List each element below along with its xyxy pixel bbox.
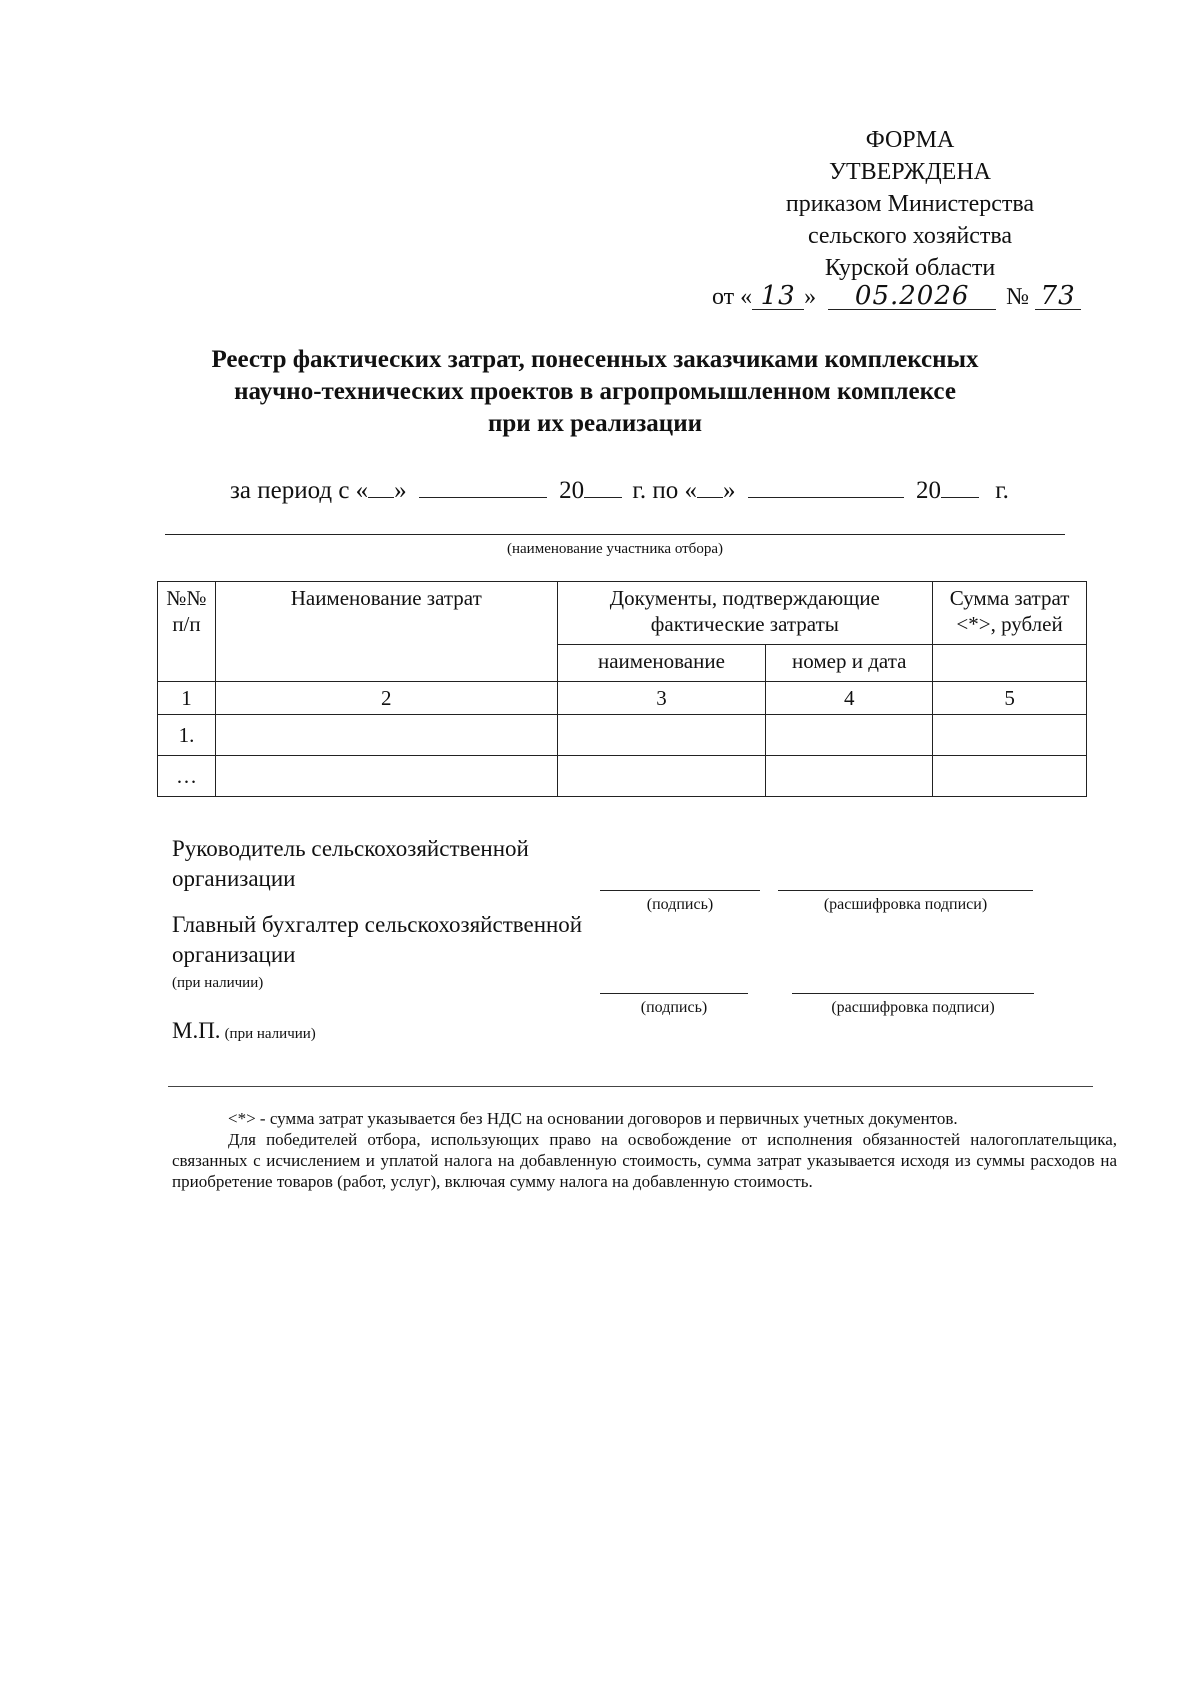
row-doc-name-cell[interactable] — [557, 715, 766, 756]
stamp-note: (при наличии) — [224, 1026, 316, 1042]
approval-date-line — [712, 283, 1081, 311]
period-to-label: г. по « — [632, 477, 697, 504]
column-number-cell: 1 — [158, 682, 216, 715]
approval-month-year: 05.2026 — [828, 283, 996, 310]
approval-block — [700, 124, 1120, 284]
date-prefix: от « — [712, 284, 753, 310]
document-title — [140, 344, 1050, 440]
accountant-sign-caption: (подпись) — [640, 999, 708, 1016]
period-to-day-blank[interactable] — [697, 475, 723, 498]
period-from-day-blank[interactable] — [368, 475, 394, 498]
approval-order-line: приказом Министерства — [785, 191, 1035, 217]
table-header-row — [158, 582, 1087, 645]
accountant-label-line-2: организации — [172, 942, 296, 967]
accountant-signature-decode-line[interactable] — [792, 993, 1034, 994]
approval-region-line: Курской области — [824, 255, 996, 281]
head-signature-decode-line[interactable] — [778, 890, 1033, 891]
table-row — [158, 715, 1087, 756]
period-from-year-blank[interactable] — [584, 475, 622, 498]
header-documents: Документы, подтверждающие фактические затраты — [557, 582, 933, 645]
approval-approved-label: УТВЕРЖДЕНА — [828, 159, 992, 185]
approval-number: 73 — [1035, 283, 1081, 310]
participant-caption: (наименование участника отбора) — [507, 541, 723, 557]
approval-day: 13 — [752, 283, 804, 310]
head-label-line-1: Руководитель сельскохозяйственной — [172, 836, 529, 861]
table-row — [158, 756, 1087, 797]
header-doc-number-date: номер и дата — [766, 645, 933, 682]
header-doc-name: наименование — [557, 645, 766, 682]
header-number: №№ п/п — [158, 582, 216, 682]
row-sum-cell[interactable] — [933, 715, 1087, 756]
period-line — [230, 474, 1009, 508]
row-cost-name-cell[interactable] — [215, 756, 557, 797]
period-from-century: 20 — [559, 477, 585, 504]
footnote-paragraph-1: <*> - сумма затрат указывается без НДС на основании договоров и первичных учетных документов. — [228, 1109, 958, 1128]
footnote — [172, 1108, 1117, 1192]
row-doc-number-cell[interactable] — [766, 756, 933, 797]
head-signature-label — [172, 834, 529, 894]
header-cost-name: Наименование затрат — [215, 582, 557, 682]
approval-ministry-line: сельского хозяйства — [807, 223, 1013, 249]
number-label: № — [1006, 284, 1030, 310]
head-decode-caption: (расшифровка подписи) — [823, 896, 988, 913]
accountant-decode-caption: (расшифровка подписи) — [831, 999, 995, 1016]
head-sign-caption: (подпись) — [646, 896, 714, 913]
accountant-label-line-1: Главный бухгалтер сельскохозяйственной — [172, 912, 583, 937]
date-mid: » — [804, 284, 817, 310]
row-cost-name-cell[interactable] — [215, 715, 557, 756]
stamp-label: М.П. — [172, 1018, 221, 1043]
period-from-label: за период с « — [230, 477, 369, 504]
register-table — [157, 581, 1087, 797]
row-doc-number-cell[interactable] — [766, 715, 933, 756]
period-to-month-blank[interactable] — [748, 475, 904, 498]
header-sum-sub — [933, 645, 1087, 682]
header-sum: Сумма затрат <*>, рублей — [933, 582, 1087, 645]
column-number-cell: 4 — [766, 682, 933, 715]
approval-form-label: ФОРМА — [865, 127, 955, 153]
period-year-suffix: г. — [995, 477, 1009, 504]
participant-name-line[interactable] — [165, 534, 1065, 535]
period-to-year-blank[interactable] — [941, 475, 979, 498]
accountant-signature-label — [172, 910, 582, 970]
table-column-numbers-row — [158, 682, 1087, 715]
accountant-signature-line[interactable] — [600, 993, 748, 994]
accountant-note: (при наличии) — [172, 975, 264, 991]
period-to-century: 20 — [916, 477, 941, 504]
title-line-1: Реестр фактических затрат, понесенных заказчиками комплексных — [211, 346, 979, 373]
row-number: … — [158, 756, 216, 797]
period-quote-close-2: » — [723, 477, 736, 504]
row-number: 1. — [158, 715, 216, 756]
period-quote-close-1: » — [394, 477, 407, 504]
footnote-paragraph-2: Для победителей отбора, использующих право на освобождение от исполнения обязанностей налогоплательщика, связанных с исчислением и уплатой налога на добавленную стоимость, сумма затрат указывается исходя из суммы расходов на приобретение товаров (работ, услуг), включая сумму налога на добавленную стоимость. — [172, 1130, 1117, 1191]
column-number-cell: 2 — [215, 682, 557, 715]
row-doc-name-cell[interactable] — [557, 756, 766, 797]
row-sum-cell[interactable] — [933, 756, 1087, 797]
title-line-2: научно-технических проектов в агропромышленном комплексе — [234, 378, 956, 405]
period-from-month-blank[interactable] — [419, 475, 547, 498]
column-number-cell: 3 — [557, 682, 766, 715]
head-label-line-2: организации — [172, 866, 296, 891]
head-signature-line[interactable] — [600, 890, 760, 891]
title-line-3: при их реализации — [487, 410, 703, 437]
column-number-cell: 5 — [933, 682, 1087, 715]
stamp-place — [172, 1016, 316, 1046]
footnote-separator — [168, 1086, 1093, 1087]
